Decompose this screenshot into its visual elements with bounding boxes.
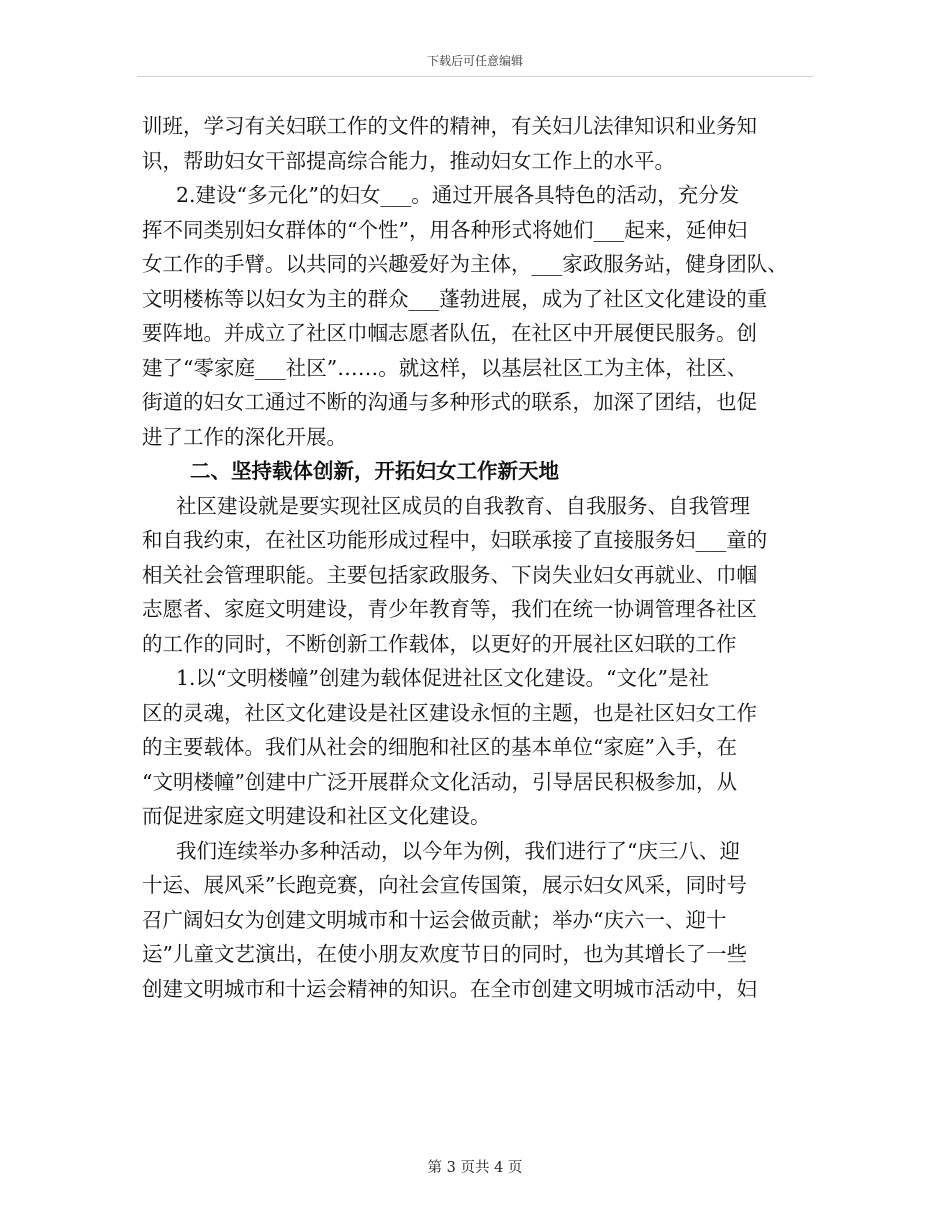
text-line: 十运、展风采”长跑竞赛，向社会宣传国策，展示妇女风采，同时号 [142, 873, 747, 897]
text-line: 街道的妇女工通过不断的沟通与多种形式的联系，加深了团结，也促 [142, 390, 757, 414]
header-divider [137, 76, 813, 77]
text-line: 相关社会管理职能。主要包括家政服务、下岗失业妇女再就业、巾帼 [142, 562, 757, 587]
text-line: 要阵地。并成立了社区巾帼志愿者队伍，在社区中开展便民服务。创 [142, 321, 757, 345]
document-body [142, 109, 812, 1006]
text-line: 女工作的手臂。以共同的兴趣爱好为主体，___家政服务站，健身团队、 [142, 252, 788, 276]
text-line: 训班，学习有关妇联工作的文件的精神，有关妇儿法律知识和业务知 [142, 114, 757, 138]
text-line: 文明楼栋等以妇女为主的群众___蓬勃进展，成为了社区文化建设的重 [142, 286, 768, 311]
text-line: 1.以“文明楼幢”创建为载体促进社区文化建设。“文化”是社 [176, 666, 709, 690]
text-line: 社区建设就是要实现社区成员的自我教育、自我服务、自我管理 [176, 493, 750, 518]
text-line: 召广阔妇女为创建文明城市和十运会做贡献；举办“庆六一、迎十 [142, 907, 727, 932]
text-line: 挥不同类别妇女群体的“个性”，用各种形式将她们___起来，延伸妇 [142, 217, 748, 242]
text-line: 而促进家庭文明建设和社区文化建设。 [142, 804, 491, 828]
text-line: 建了“零家庭___社区”……。就这样，以基层社区工为主体，社区、 [142, 355, 748, 380]
page-number: 第 3 页共 4 页 [427, 1160, 523, 1176]
text-line: 和自我约束，在社区功能形成过程中，妇联承接了直接服务妇___童的 [142, 528, 768, 552]
page-header: 下载后可任意编辑 [426, 54, 523, 68]
text-line: 运”儿童文艺演出，在使小朋友欢度节日的同时，也为其增长了一些 [142, 942, 747, 966]
text-line: 识，帮助妇女干部提高综合能力，推动妇女工作上的水平。 [142, 148, 675, 173]
text-line: 的主要载体。我们从社会的细胞和社区的基本单位“家庭”入手，在 [142, 735, 737, 759]
text-line: 区的灵魂，社区文化建设是社区建设永恒的主题，也是社区妇女工作 [142, 700, 757, 725]
text-line: 创建文明城市和十运会精神的知识。在全市创建文明城市活动中，妇 [142, 976, 757, 1001]
text-line: 志愿者、家庭文明建设，青少年教育等，我们在统一协调管理各社区 [142, 597, 757, 621]
text-line: 进了工作的深化开展。 [142, 424, 347, 449]
text-line: 2.建设“多元化”的妇女___。通过开展各具特色的活动，充分发 [176, 183, 740, 207]
section-heading: 二、坚持载体创新，开拓妇女工作新天地 [190, 459, 559, 483]
text-line: 我们连续举办多种活动，以今年为例，我们进行了“庆三八、迎 [176, 838, 740, 863]
text-line: “文明楼幢”创建中广泛开展群众文化活动，引导居民积极参加，从 [142, 769, 737, 794]
text-line: 的工作的同时，不断创新工作载体，以更好的开展社区妇联的工作 [142, 631, 737, 656]
